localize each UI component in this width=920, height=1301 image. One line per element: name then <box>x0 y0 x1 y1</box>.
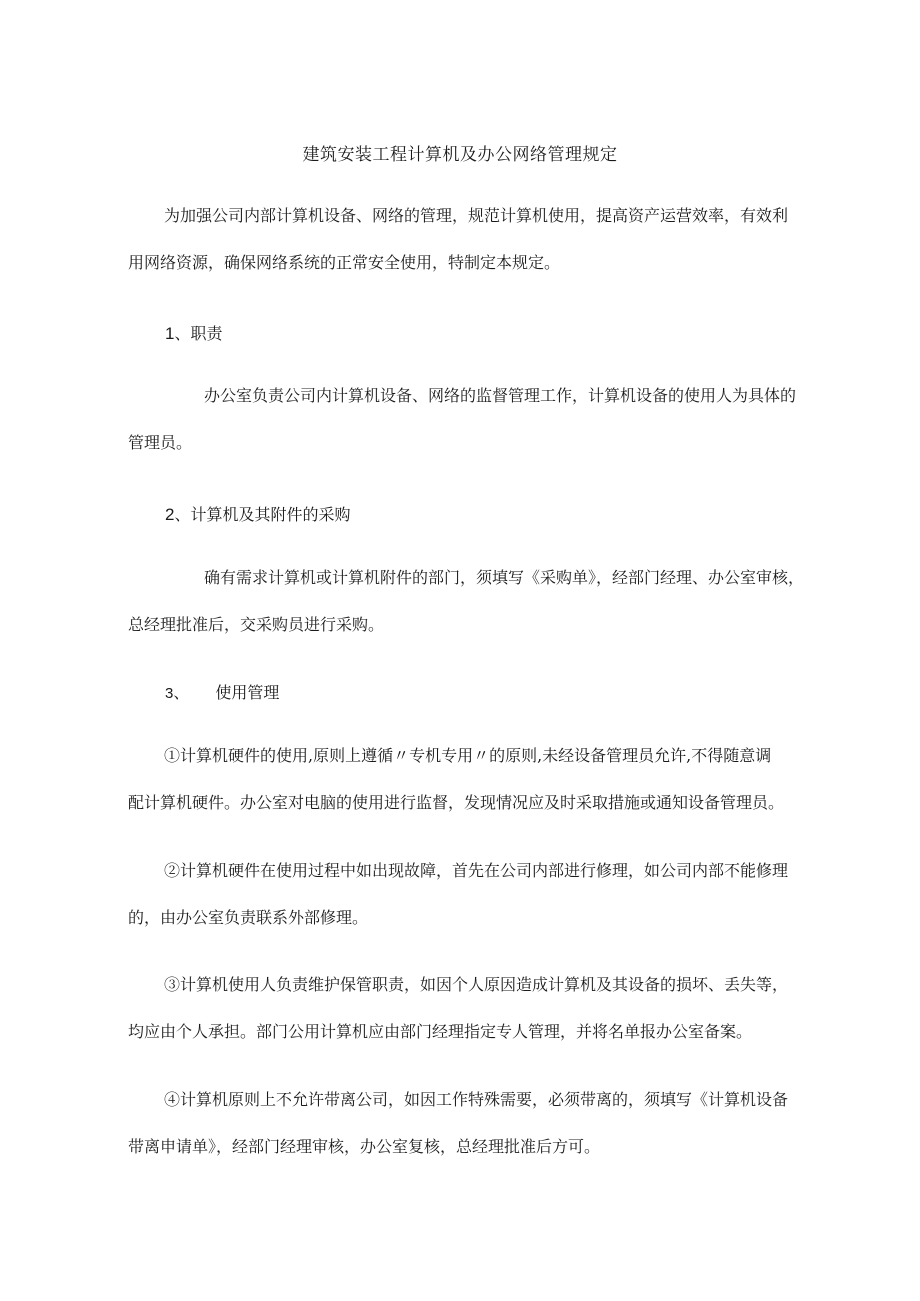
section-3-item-3-line-1: ③计算机使用人负责维护保管职责，如因个人原因造成计算机及其设备的损坏、丢失等， <box>164 975 789 994</box>
section-2-heading <box>165 503 351 527</box>
intro-paragraph-line-1: 为加强公司内部计算机设备、网络的管理，规范计算机使用，提高资产运营效率，有效利 <box>164 206 789 225</box>
section-2-body-line-1: 确有需求计算机或计算机附件的部门，须填写《采购单》，经部门经理、办公室审核， <box>204 568 805 587</box>
section-2-body-line-2: 总经理批准后，交采购员进行采购。 <box>128 615 385 634</box>
section-3-item-1-line-1: ①计算机硬件的使用,原则上遵循〃专机专用〃的原则,未经设备管理员允许,不得随意调 <box>164 746 772 765</box>
section-2-separator: 、 <box>174 505 191 524</box>
section-3-item-4-line-1: ④计算机原则上不允许带离公司，如因工作特殊需要，必须带离的，须填写《计算机设备 <box>164 1090 789 1109</box>
section-2-title: 计算机及其附件的采购 <box>190 505 351 524</box>
section-1-body-line-2: 管理员。 <box>128 433 193 452</box>
section-1-heading <box>165 322 223 346</box>
section-1-separator: 、 <box>174 324 191 343</box>
section-3-title: 使用管理 <box>215 683 280 702</box>
section-3-item-2-line-2: 的，由办公室负责联系外部修理。 <box>128 908 369 927</box>
section-3-item-2-line-1: ②计算机硬件在使用过程中如出现故障，首先在公司内部进行修理，如公司内部不能修理 <box>164 861 789 880</box>
document-title: 建筑安装工程计算机及办公网络管理规定 <box>302 145 618 165</box>
section-1-body-line-1: 办公室负责公司内计算机设备、网络的监督管理工作，计算机设备的使用人为具体的 <box>204 386 797 405</box>
section-1-title: 职责 <box>190 324 223 343</box>
section-3-item-4-line-2: 带离申请单》，经部门经理审核，办公室复核，总经理批准后方可。 <box>128 1137 601 1156</box>
section-3-heading <box>165 681 279 706</box>
section-3-item-3-line-2: 均应由个人承担。部门公用计算机应由部门经理指定专人管理，并将名单报办公室备案。 <box>128 1022 753 1041</box>
section-3-item-1-line-2: 配计算机硬件。办公室对电脑的使用进行监督，发现情况应及时采取措施或通知设备管理员。 <box>128 793 785 812</box>
section-3-number: 3 <box>165 685 174 702</box>
intro-paragraph-line-2: 用网络资源，确保网络系统的正常安全使用，特制定本规定。 <box>128 253 561 272</box>
section-3-separator: 、 <box>173 683 190 702</box>
section-1-number: 1 <box>165 324 175 343</box>
section-2-number: 2 <box>165 505 175 524</box>
